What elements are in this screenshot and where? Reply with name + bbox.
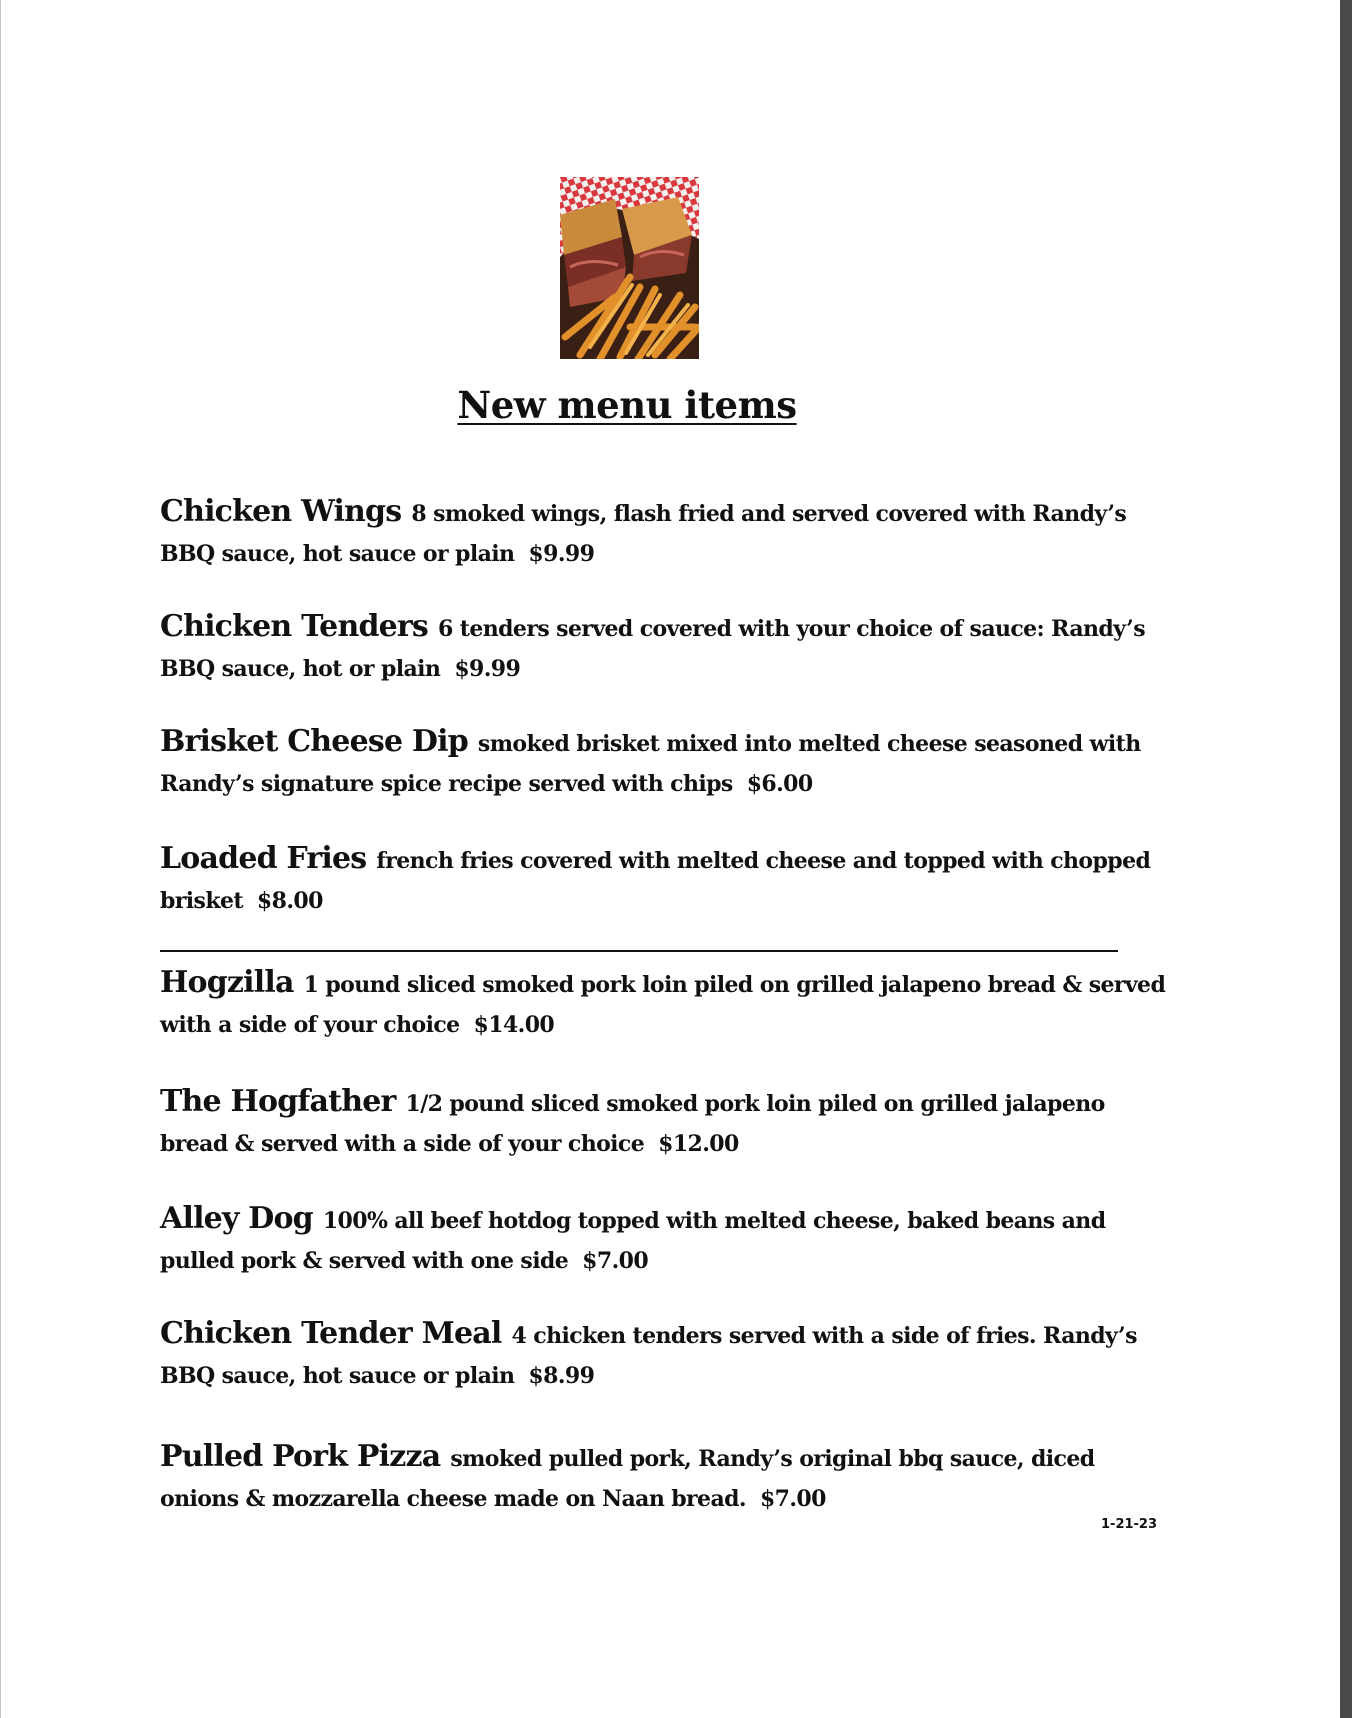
item-name: Chicken Tenders: [160, 609, 429, 644]
page-edge: [1340, 0, 1352, 1718]
item-description: 8 smoked wings, flash fried and served covered with Randy’s BBQ sauce, hot sauce or plain: [160, 501, 1127, 567]
item-name: The Hogfather: [160, 1084, 396, 1119]
item-name: Pulled Pork Pizza: [160, 1439, 441, 1474]
item-price: $9.99: [454, 656, 521, 682]
section-divider: [160, 950, 1118, 952]
item-price: $12.00: [658, 1131, 739, 1157]
item-price: $8.00: [256, 888, 323, 914]
menu-item: [160, 1437, 1170, 1519]
item-name: Brisket Cheese Dip: [160, 724, 468, 759]
menu-item: [160, 963, 1170, 1045]
item-description: smoked pulled pork, Randy’s original bbq sauce, diced onions & mozzarella cheese made on Naan bread.: [160, 1446, 1095, 1512]
menu-item: [160, 1314, 1170, 1396]
menu-item: [160, 722, 1170, 804]
item-name: Alley Dog: [160, 1201, 313, 1236]
item-price: $7.00: [582, 1248, 649, 1274]
item-description: 1 pound sliced smoked pork loin piled on grilled jalapeno bread & served with a side of your choice: [160, 972, 1166, 1038]
menu-item: [160, 839, 1170, 921]
menu-item: [160, 1199, 1170, 1281]
sandwich-fries-photo: [560, 177, 699, 359]
item-price: $6.00: [746, 771, 813, 797]
item-description: 100% all beef hotdog topped with melted cheese, baked beans and pulled pork & served with one side: [160, 1208, 1106, 1274]
date-stamp: 1-21-23: [1101, 1517, 1158, 1532]
item-description: smoked brisket mixed into melted cheese seasoned with Randy’s signature spice recipe served with chips: [160, 731, 1141, 797]
item-name: Chicken Wings: [160, 494, 402, 529]
item-description: 4 chicken tenders served with a side of fries. Randy’s BBQ sauce, hot sauce or plain: [160, 1323, 1137, 1389]
item-price: $9.99: [528, 541, 595, 567]
menu-item: [160, 1082, 1170, 1164]
item-price: $8.99: [528, 1363, 595, 1389]
item-description: french fries covered with melted cheese and topped with chopped brisket: [160, 848, 1151, 914]
item-price: $14.00: [473, 1012, 555, 1038]
menu-item: [160, 607, 1170, 689]
item-description: 1/2 pound sliced smoked pork loin piled on grilled jalapeno bread & served with a side of your choice: [160, 1091, 1105, 1157]
page-title: New menu items: [457, 383, 797, 427]
menu-item: [160, 492, 1170, 574]
item-name: Chicken Tender Meal: [160, 1316, 502, 1351]
item-name: Loaded Fries: [160, 841, 367, 876]
item-description: 6 tenders served covered with your choice of sauce: Randy’s BBQ sauce, hot or plain: [160, 616, 1145, 682]
item-price: $7.00: [759, 1486, 826, 1512]
item-name: Hogzilla: [160, 965, 294, 1000]
